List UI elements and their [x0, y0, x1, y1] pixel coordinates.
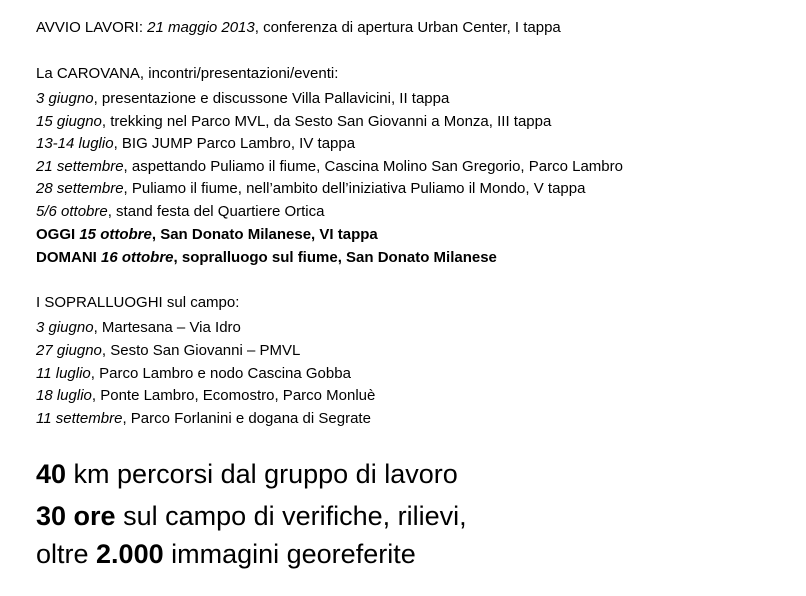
stat-ore	[36, 498, 467, 534]
carovana-item-text: , Puliamo il fiume, nell’ambito dell’iniziativa Puliamo il Mondo, V tappa	[123, 180, 586, 197]
sopralluogo-item	[36, 364, 351, 384]
carovana-item-text: , presentazione e discussone Villa Pallavicini, II tappa	[93, 90, 450, 107]
avvio-colon: :	[138, 19, 148, 36]
carovana-item-date: 13-14 luglio	[36, 135, 114, 152]
carovana-item-text: , stand festa del Quartiere Ortica	[107, 203, 325, 220]
carovana-heading: La CAROVANA, incontri/presentazioni/eventi	[36, 65, 335, 82]
sopralluogo-text: , Ponte Lambro, Ecomostro, Parco Monluè	[91, 387, 376, 404]
stat-immagini-value: 2.000	[96, 539, 164, 569]
stat-km-value: 40	[36, 459, 67, 489]
carovana-item-date: 21 settembre	[36, 158, 124, 175]
carovana-item	[36, 157, 623, 177]
carovana-item	[36, 89, 449, 109]
carovana-item-date: 3 giugno	[36, 90, 94, 107]
carovana-item-date: 28 settembre	[36, 180, 124, 197]
domani-lead: DOMANI	[36, 249, 101, 266]
sopralluogo-item	[36, 386, 375, 406]
stat-km-text: km percorsi dal gruppo di lavoro	[66, 459, 458, 489]
carovana-item	[36, 134, 355, 154]
avvio-text: , conferenza di apertura Urban Center, I tappa	[254, 19, 561, 36]
stat-ore-text: sul campo di verifiche, rilievi,	[115, 501, 467, 531]
carovana-item-text: , aspettando Puliamo il fiume, Cascina Molino San Gregorio, Parco Lambro	[123, 158, 623, 175]
sopralluogo-text: , Parco Lambro e nodo Cascina Gobba	[90, 365, 351, 382]
stat-ore-value: 30 ore	[36, 501, 116, 531]
stat-immagini-lead: oltre	[36, 539, 97, 569]
sopralluogo-date: 27 giugno	[36, 342, 102, 359]
sopralluoghi-colon: :	[235, 294, 240, 311]
sopralluoghi-heading: I SOPRALLUOGHI sul campo	[36, 294, 236, 311]
carovana-colon: :	[334, 65, 339, 82]
stat-km	[36, 456, 458, 492]
sopralluoghi-heading-line	[36, 293, 239, 313]
carovana-domani	[36, 248, 497, 268]
domani-date: 16 ottobre	[101, 249, 174, 266]
avvio-line	[36, 18, 561, 38]
carovana-item-date: 15 giugno	[36, 113, 102, 130]
sopralluogo-text: , Martesana – Via Idro	[93, 319, 241, 336]
carovana-item-date: 5/6 ottobre	[36, 203, 108, 220]
sopralluogo-date: 3 giugno	[36, 319, 94, 336]
carovana-item	[36, 112, 551, 132]
stat-immagini	[36, 536, 416, 572]
sopralluogo-item	[36, 318, 241, 338]
sopralluogo-item	[36, 409, 371, 429]
avvio-heading: AVVIO LAVORI	[36, 19, 139, 36]
carovana-oggi	[36, 225, 378, 245]
oggi-date: 15 ottobre	[79, 226, 152, 243]
sopralluogo-date: 18 luglio	[36, 387, 92, 404]
sopralluogo-date: 11 luglio	[36, 365, 91, 382]
stat-immagini-text: immagini georeferite	[163, 539, 416, 569]
sopralluogo-item	[36, 341, 300, 361]
domani-text: , sopralluogo sul fiume, San Donato Milanese	[173, 249, 497, 266]
carovana-item	[36, 202, 325, 222]
oggi-text: , San Donato Milanese, VI tappa	[151, 226, 378, 243]
carovana-item-text: , BIG JUMP Parco Lambro, IV tappa	[113, 135, 356, 152]
sopralluogo-text: , Parco Forlanini e dogana di Segrate	[122, 410, 371, 427]
carovana-item-text: , trekking nel Parco MVL, da Sesto San Giovanni a Monza, III tappa	[101, 113, 552, 130]
carovana-item	[36, 179, 585, 199]
avvio-date: 21 maggio 2013	[147, 19, 255, 36]
oggi-lead: OGGI	[36, 226, 80, 243]
carovana-heading-line	[36, 64, 338, 84]
sopralluogo-text: , Sesto San Giovanni – PMVL	[101, 342, 301, 359]
sopralluogo-date: 11 settembre	[36, 410, 123, 427]
